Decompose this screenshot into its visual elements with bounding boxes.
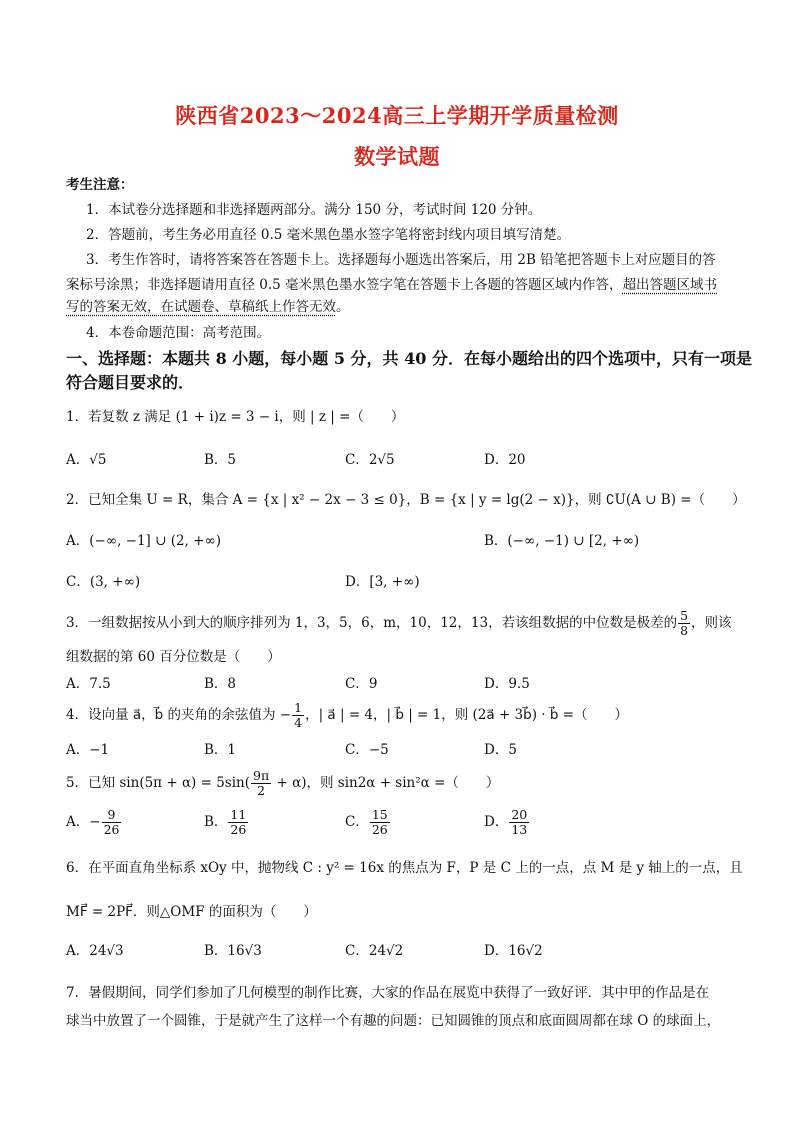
section-heading-line-2: 符合题目要求的． (66, 373, 195, 392)
option-label: C． (345, 814, 369, 830)
exam-subtitle: 数学试题 (354, 144, 440, 169)
fraction-numerator: 1 (294, 700, 303, 715)
option-fraction (509, 808, 529, 837)
question-1-option-d: D．20 (484, 452, 526, 468)
question-4-fraction (292, 701, 304, 730)
question-5-option-c (345, 805, 391, 839)
question-6-stem-line-1: 6．在平面直角坐标系 xOy 中，抛物线 C : y² = 16x 的焦点为 F，P 是 C 上的一点，点 M 是 y 轴上的一点，且 (66, 860, 743, 876)
question-5-stem (66, 766, 499, 800)
fraction-numerator: 5 (680, 608, 689, 623)
question-3-stem-text-end: ，则该 (691, 615, 732, 631)
notice-item-4: 4．本卷命题范围：高考范围。 (86, 325, 271, 341)
fraction-numerator: 9π (253, 768, 270, 783)
question-4-stem-text-end: ，| a⃗ | = 4，| b⃗ | = 1，则 (2a⃗ + 3b⃗) · b⃗ =（ ） (305, 707, 629, 723)
fraction-denominator: 26 (230, 822, 247, 837)
fraction-denominator: 26 (371, 822, 388, 837)
option-label: D． (484, 814, 509, 830)
question-2-option-a: A．(−∞, −1] ∪ (2, +∞) (66, 533, 221, 549)
question-5-option-d (484, 805, 530, 839)
fraction-numerator: 11 (230, 807, 247, 822)
notice-item-3-line-1: 3．考生作答时，请将答案答在答题卡上。选择题每小题选出答案后，用 2B 铅笔把答题卡上对应题目的答 (86, 252, 716, 268)
question-6-option-c: C．24√2 (345, 943, 404, 959)
fraction-numerator: 20 (511, 807, 528, 822)
fraction-denominator: 2 (257, 783, 266, 798)
question-3-option-c: C．9 (345, 676, 378, 692)
question-1-option-b: B．5 (204, 452, 237, 468)
option-fraction (370, 808, 390, 837)
fraction-denominator: 4 (294, 715, 303, 730)
notice-item-2: 2．答题前，考生务必用直径 0.5 毫米黑色墨水签字笔将密封线内项目填写清楚。 (86, 227, 571, 243)
notice-item-3-line-2 (66, 276, 717, 294)
fraction-numerator: 15 (371, 807, 388, 822)
notice-item-3-end: 。 (336, 299, 350, 315)
notice-item-3-line-3 (66, 298, 350, 316)
question-6-option-b: B．16√3 (204, 943, 262, 959)
question-4-option-d: D．5 (484, 742, 517, 758)
question-7-stem-line-2: 球当中放置了一个圆锥，于是就产生了这样一个有趣的问题：已知圆锥的顶点和底面圆周都在球 O 的球面上， (66, 1013, 721, 1029)
question-5-option-b (204, 805, 249, 839)
fraction-denominator: 13 (511, 822, 528, 837)
question-3-stem-line-2: 组数据的第 60 百分位数是（ ） (66, 649, 281, 665)
question-4-stem (66, 698, 628, 732)
fraction-numerator: 9 (102, 808, 122, 823)
question-2-option-c: C．(3, +∞) (66, 574, 141, 590)
section-heading-line-1: 一、选择题：本题共 8 小题，每小题 5 分，共 40 分．在每小题给出的四个选项中，只有一项是 (66, 349, 752, 368)
option-label: A．− (66, 814, 101, 830)
question-5-stem-text: 5．已知 sin(5π + α) = 5sin( (66, 775, 251, 791)
question-3-option-d: D．9.5 (484, 676, 530, 692)
question-3-stem-text: 3．一组数据按从小到大的顺序排列为 1，3，5，6，m，10，12，13，若该组数据的中位数是极差的 (66, 615, 678, 631)
option-fraction (102, 808, 122, 837)
question-7-stem-line-1: 7．暑假期间，同学们参加了几何模型的制作比赛，大家的作品在展览中获得了一致好评．其中甲的作品是在 (66, 985, 710, 1001)
question-4-option-c: C．−5 (345, 742, 389, 758)
notice-emphasis-text-2: 写的答案无效，在试题卷、草稿纸上作答无效 (66, 299, 336, 315)
question-2-stem: 2．已知全集 U = R，集合 A = {x | x² − 2x − 3 ≤ 0}，B = {x | y = lg(2 − x)}，则 ∁U(A ∪ B) =（ ） (66, 492, 746, 508)
option-label: B． (204, 814, 228, 830)
question-1-stem: 1．若复数 z 满足 (1 + i)z = 3 − i，则 | z | =（ ） (66, 409, 405, 425)
question-6-option-d: D．16√2 (484, 943, 543, 959)
question-5-option-a (66, 805, 122, 839)
question-6-stem-line-2: MF⃗ = 2PF⃗．则△OMF 的面积为（ ） (66, 904, 317, 920)
question-1-option-a: A．√5 (66, 452, 107, 468)
notice-emphasis-text: 超出答题区域书 (622, 277, 718, 293)
option-fraction (228, 808, 248, 837)
question-2-option-d: D．[3, +∞) (345, 574, 420, 590)
question-3-stem-line-1 (66, 606, 732, 640)
fraction-denominator: 26 (103, 822, 120, 837)
question-5-fraction (251, 769, 271, 798)
question-4-option-a: A．−1 (66, 742, 110, 758)
question-3-fraction (678, 609, 690, 638)
notice-item-3-line-2-text: 案标号涂黑；非选择题请用直径 0.5 毫米黑色墨水签字笔在答题卡上各题的答题区域内作答， (66, 277, 623, 293)
question-2-option-b: B．(−∞, −1) ∪ [2, +∞) (484, 533, 640, 549)
question-1-option-c: C．2√5 (345, 452, 395, 468)
fraction-denominator: 8 (680, 623, 689, 638)
question-4-stem-text: 4．设向量 a⃗，b⃗ 的夹角的余弦值为 − (66, 707, 292, 723)
notice-item-1: 1．本试卷分选择题和非选择题两部分。满分 150 分，考试时间 120 分钟。 (86, 202, 542, 218)
question-3-option-b: B．8 (204, 676, 237, 692)
question-5-stem-text-end: + α)，则 sin2α + sin²α =（ ） (272, 775, 500, 791)
notice-heading: 考生注意： (66, 177, 134, 193)
exam-title: 陕西省2023～2024高三上学期开学质量检测 (175, 103, 619, 128)
question-6-option-a: A．24√3 (66, 943, 124, 959)
question-4-option-b: B．1 (204, 742, 237, 758)
question-3-option-a: A．7.5 (66, 676, 111, 692)
